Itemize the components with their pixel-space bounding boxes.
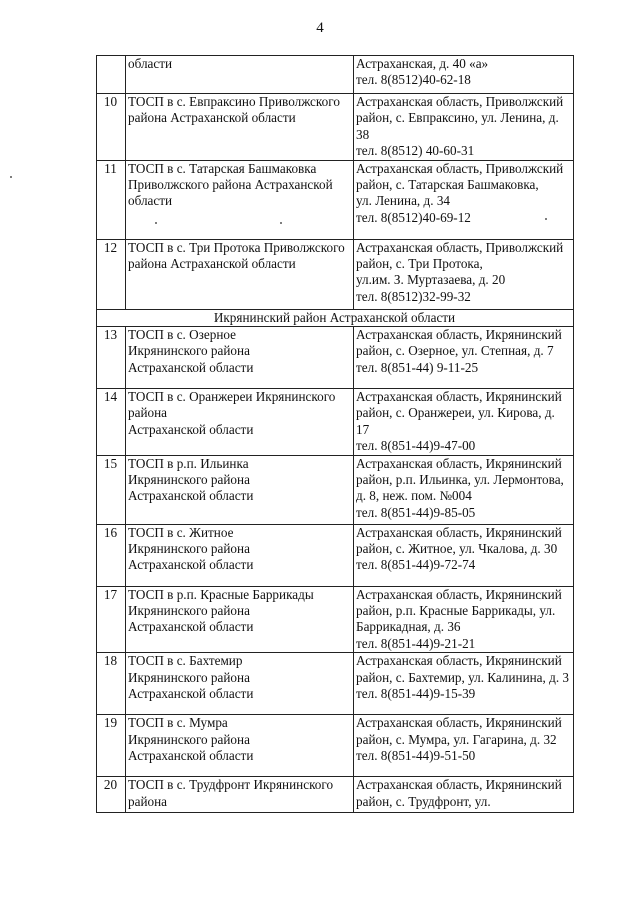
office-address: Астраханская область, Икрянинский район, с. Озерное, ул. Степная, д. 7 тел. 8(851-44) 9-11-25 xyxy=(354,327,574,389)
table-row xyxy=(97,586,574,653)
row-number xyxy=(97,56,126,94)
table-row xyxy=(97,327,574,389)
office-address: Астраханская область, Икрянинский район, с. Мумра, ул. Гагарина, д. 32 тел. 8(851-44)9-51-50 xyxy=(354,715,574,777)
offices-table xyxy=(96,55,574,813)
page-number: 4 xyxy=(316,20,324,36)
office-address: Астраханская, д. 40 «а» тел. 8(8512)40-62-18 xyxy=(354,56,574,94)
row-number: 12 xyxy=(97,239,126,309)
office-name: ТОСП в с. Оранжереи Икрянинского района Астраханской области xyxy=(126,389,354,456)
table-row xyxy=(97,524,574,586)
office-name: ТОСП в с. Татарская Башмаковка Приволжского района Астраханской области xyxy=(126,160,354,239)
office-address: Астраханская область, Икрянинский район, с. Житное, ул. Чкалова, д. 30 тел. 8(851-44)9-72-74 xyxy=(354,524,574,586)
office-address: Астраханская область, Икрянинский район, с. Оранжереи, ул. Кирова, д. 17 тел. 8(851-44)9-47-00 xyxy=(354,389,574,456)
office-address: Астраханская область, Икрянинский район, с. Трудфронт, ул. xyxy=(354,777,574,813)
row-number: 18 xyxy=(97,653,126,715)
table-row xyxy=(97,455,574,524)
row-number: 16 xyxy=(97,524,126,586)
office-address: Астраханская область, Икрянинский район, р.п. Ильинка, ул. Лермонтова, д. 8, неж. пом. №004 тел. 8(851-44)9-85-05 xyxy=(354,455,574,524)
office-address: Астраханская область, Приволжский район, с. Татарская Башмаковка, ул. Ленина, д. 34 тел. 8(8512)40-69-12 xyxy=(354,160,574,239)
office-address: Астраханская область, Приволжский район, с. Три Протока, ул.им. З. Муртазаева, д. 20 тел. 8(8512)32-99-32 xyxy=(354,239,574,309)
office-address: Астраханская область, Приволжский район, с. Евпраксино, ул. Ленина, д. 38 тел. 8(8512) 40-60-31 xyxy=(354,94,574,161)
table-row xyxy=(97,653,574,715)
row-number: 13 xyxy=(97,327,126,389)
row-number: 17 xyxy=(97,586,126,653)
office-name: ТОСП в р.п. Красные Баррикады Икрянинского района Астраханской области xyxy=(126,586,354,653)
office-name: ТОСП в с. Мумра Икрянинского района Астраханской области xyxy=(126,715,354,777)
table-row xyxy=(97,94,574,161)
table-row xyxy=(97,715,574,777)
section-heading: Икрянинский район Астраханской области xyxy=(97,309,574,326)
section-row xyxy=(97,309,574,326)
offices-table-body xyxy=(97,56,574,813)
scan-speck xyxy=(155,222,157,224)
row-number: 14 xyxy=(97,389,126,456)
table-row xyxy=(97,389,574,456)
office-name: ТОСП в с. Житное Икрянинского района Астраханской области xyxy=(126,524,354,586)
office-name: ТОСП в р.п. Ильинка Икрянинского района Астраханской области xyxy=(126,455,354,524)
office-name: области xyxy=(126,56,354,94)
scan-speck xyxy=(10,176,12,178)
row-number: 10 xyxy=(97,94,126,161)
office-name: ТОСП в с. Три Протока Приволжского района Астраханской области xyxy=(126,239,354,309)
row-number: 19 xyxy=(97,715,126,777)
table-row xyxy=(97,777,574,813)
office-name: ТОСП в с. Озерное Икрянинского района Астраханской области xyxy=(126,327,354,389)
office-address: Астраханская область, Икрянинский район, с. Бахтемир, ул. Калинина, д. 3 тел. 8(851-44)9-15-39 xyxy=(354,653,574,715)
row-number: 15 xyxy=(97,455,126,524)
office-address: Астраханская область, Икрянинский район, р.п. Красные Баррикады, ул. Баррикадная, д. 36 тел. 8(851-44)9-21-21 xyxy=(354,586,574,653)
scan-speck xyxy=(280,222,282,224)
table-row xyxy=(97,160,574,239)
table-row xyxy=(97,239,574,309)
office-name: ТОСП в с. Бахтемир Икрянинского района Астраханской области xyxy=(126,653,354,715)
scan-speck xyxy=(545,218,547,220)
row-number: 11 xyxy=(97,160,126,239)
table-row xyxy=(97,56,574,94)
office-name: ТОСП в с. Трудфронт Икрянинского района xyxy=(126,777,354,813)
row-number: 20 xyxy=(97,777,126,813)
office-name: ТОСП в с. Евпраксино Приволжского района Астраханской области xyxy=(126,94,354,161)
